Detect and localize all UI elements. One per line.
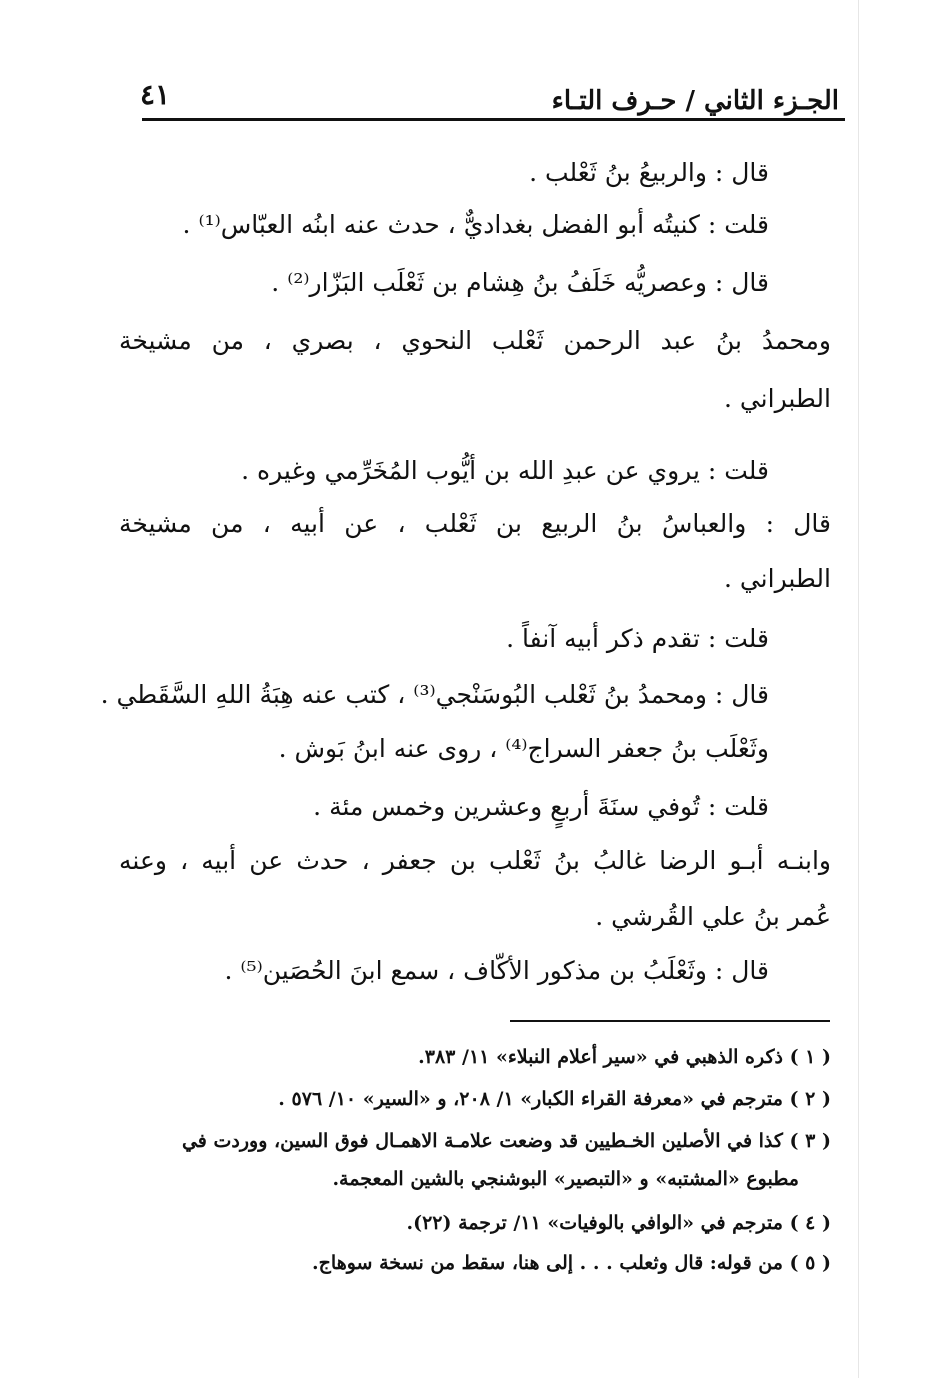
body-line-10: قال : ومحمدُ بنُ ثَعْلب البُوسَنْجي⁽³⁾ ، كتب عنه هِبَةُ اللهِ السَّقَطي .: [100, 680, 769, 709]
body-line-5: الطبراني .: [723, 384, 831, 413]
body-line-14: عُمر بنُ علي القُرشي .: [595, 902, 831, 931]
footnote-3: ( ٣ ) كذا في الأصلين الخـطيين قد وضعت علامـة الاهمـال فوق السين، ووردت في: [181, 1130, 831, 1152]
footnote-1: ( ١ ) ذكره الذهبي في «سير أعلام النبلاء» ١١/ ٣٨٣.: [418, 1046, 831, 1068]
body-line-15: قال : وثَعْلَبُ بن مذكور الأكّاف ، سمع ابنَ الحُصَين⁽⁵⁾ .: [224, 956, 769, 985]
body-line-9: قلت : تقدم ذكر أبيه آنفاً .: [506, 624, 769, 653]
footnote-5: ( ٥ ) من قوله: قال وثعلب . . . إلى هنا، سقط من نسخة سوهاج.: [312, 1252, 831, 1274]
body-line-11: وثَعْلَب بنُ جعفر السراج⁽⁴⁾ ، روى عنه ابنُ بَوش .: [278, 734, 769, 763]
footnote-2: ( ٢ ) مترجم في «معرفة القراء الكبار» ١/ ٢٠٨، و «السير» ١٠/ ٥٧٦ .: [278, 1088, 831, 1110]
running-header-title: الجـزء الثاني / حـرف التـاء: [551, 86, 839, 116]
body-line-3: قال : وعصريُّه خَلَفُ بنُ هِشام بن ثَعْلَب البَزّار⁽²⁾ .: [271, 268, 769, 297]
footnote-3-continuation: مطبوع «المشتبه» و «التبصير» البوشنجي بالشين المعجمة.: [332, 1168, 799, 1190]
body-line-4: ومحمدُ بنُ عبد الرحمن ثَعْلب النحوي ، بصري ، من مشيخة: [119, 326, 831, 355]
header-rule: [142, 118, 845, 121]
body-line-8: الطبراني .: [723, 564, 831, 593]
footnote-4: ( ٤ ) مترجم في «الوافي بالوفيات» ١١/ ترجمة (٢٢).: [406, 1212, 831, 1234]
body-line-6: قلت : يروي عن عبدِ الله بن أيُّوب المُخَرِّمي وغيره .: [241, 456, 769, 485]
page-number: ٤١: [140, 78, 171, 111]
body-line-13: وابنـه أبـو الرضا غالبُ بنُ ثَعْلب بن جعفر ، حدث عن أبيه ، وعنه: [119, 846, 831, 875]
body-line-1: قال : والربيعُ بنُ ثَعْلب .: [529, 158, 769, 187]
body-line-2: قلت : كنيتُه أبو الفضل بغداديٌّ ، حدث عنه ابنُه العبّاس⁽¹⁾ .: [182, 210, 769, 239]
footnote-rule: [510, 1020, 830, 1022]
body-line-12: قلت : تُوفي سنَةَ أربعٍ وعشرين وخمس مئة .: [313, 792, 769, 821]
scan-edge-line: [858, 0, 859, 1378]
body-line-7: قال : والعباسُ بنُ الربيع بن ثَعْلب ، عن أبيه ، من مشيخة: [119, 509, 831, 538]
